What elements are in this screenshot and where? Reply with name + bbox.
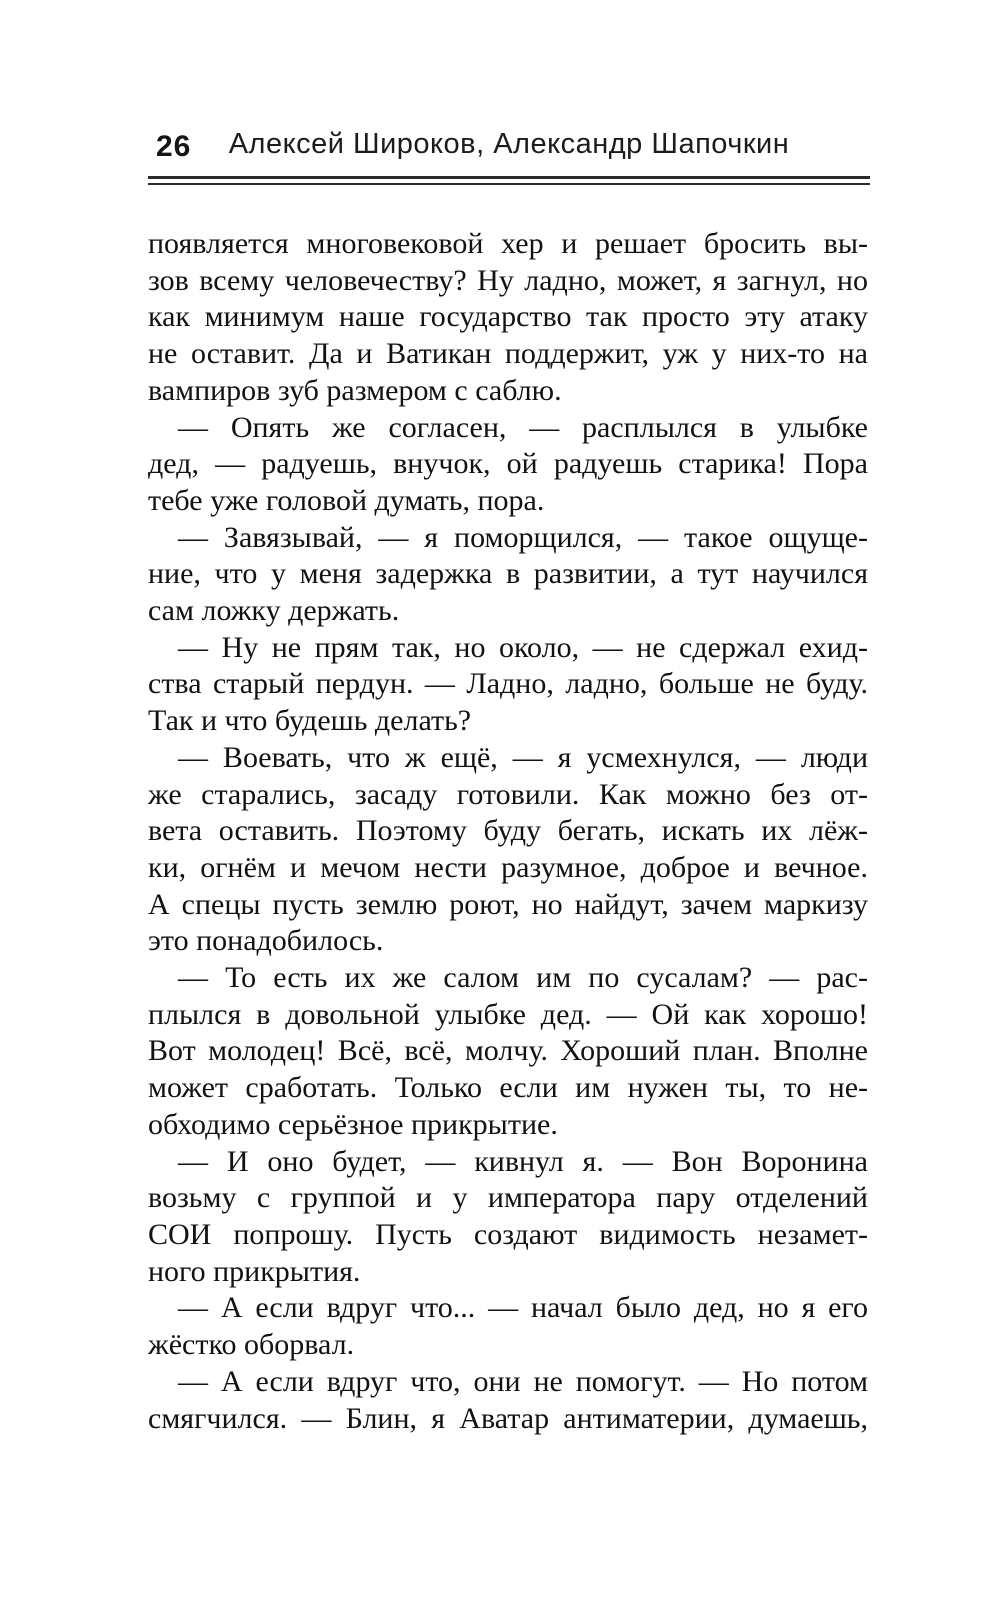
text-line: сам ложку держать.: [148, 594, 400, 628]
text-line: Вот молодец! Всё, всё, молчу. Хороший план. Вполне: [148, 1034, 868, 1068]
header-double-rule: [148, 176, 870, 185]
text-line: — Ну не прям так, но около, — не сдержал ехид-: [178, 630, 868, 664]
paragraph: [148, 740, 868, 960]
text-line: зов всему человечеству? Ну ладно, может, я загнул, но: [148, 263, 868, 297]
text-line: — Опять же согласен, — расплылся в улыбке: [178, 410, 868, 444]
text-line: это понадобилось.: [148, 924, 384, 958]
text-line: СОИ попрошу. Пусть создают видимость незамет-: [148, 1217, 868, 1251]
text-line: может сработать. Только если им нужен ты, то не-: [148, 1071, 868, 1105]
paragraph: [148, 1364, 868, 1437]
text-line: возьму с группой и у императора пару отделений: [148, 1181, 868, 1215]
text-line: же старались, засаду готовили. Как можно без от-: [148, 777, 868, 811]
text-line: не оставит. Да и Ватикан поддержит, уж у них-то на: [148, 337, 868, 371]
paragraph: [148, 520, 868, 630]
text-line: — Завязывай, — я поморщился, — такое ощуще-: [178, 520, 868, 554]
paragraph: [148, 1144, 868, 1291]
text-line: дед, — радуешь, внучок, ой радуешь старика! Пора: [148, 447, 868, 481]
text-line: плылся в довольной улыбке дед. — Ой как хорошо!: [148, 997, 868, 1031]
text-line: ного прикрытия.: [148, 1254, 361, 1288]
paragraph: [148, 1290, 868, 1363]
text-line: жёстко оборвал.: [148, 1328, 355, 1362]
text-line: — А если вдруг что, они не помогут. — Но потом: [178, 1364, 868, 1398]
text-line: тебе уже головой думать, пора.: [148, 483, 545, 517]
text-line: смягчился. — Блин, я Аватар антиматерии, думаешь,: [148, 1401, 868, 1435]
text-line: — То есть их же салом им по сусалам? — рас-: [178, 961, 868, 995]
paragraph: [148, 960, 868, 1144]
text-line: появляется многовековой хер и решает бросить вы-: [148, 227, 868, 260]
text-line: ние, что у меня задержка в развитии, а тут научился: [148, 557, 868, 591]
text-line: ки, огнём и мечом нести разумное, доброе и вечное.: [148, 850, 868, 884]
body-text: [148, 226, 868, 1437]
text-line: обходимо серьёзное прикрытие.: [148, 1107, 558, 1141]
text-line: А спецы пусть землю роют, но найдут, зачем маркизу: [148, 887, 868, 921]
page-number: 26: [156, 130, 192, 163]
text-line: вета оставить. Поэтому буду бегать, искать их лёж-: [148, 814, 868, 848]
text-line: — Воевать, что ж ещё, — я усмехнулся, — люди: [178, 740, 868, 774]
text-line: Так и что будешь делать?: [148, 704, 472, 738]
paragraph: [148, 630, 868, 740]
text-line: — И оно будет, — кивнул я. — Вон Воронина: [178, 1144, 868, 1178]
text-line: ства старый пердун. — Ладно, ладно, больше не буду.: [148, 667, 868, 701]
text-line: как минимум наше государство так просто эту атаку: [148, 300, 868, 334]
text-line: — А если вдруг что... — начал было дед, но я его: [178, 1291, 868, 1325]
paragraph: [148, 410, 868, 520]
running-head-authors: Алексей Широков, Александр Шапочкин: [228, 128, 790, 160]
paragraph: [148, 226, 868, 410]
text-line: вампиров зуб размером с саблю.: [148, 373, 562, 407]
running-header: [148, 128, 870, 168]
